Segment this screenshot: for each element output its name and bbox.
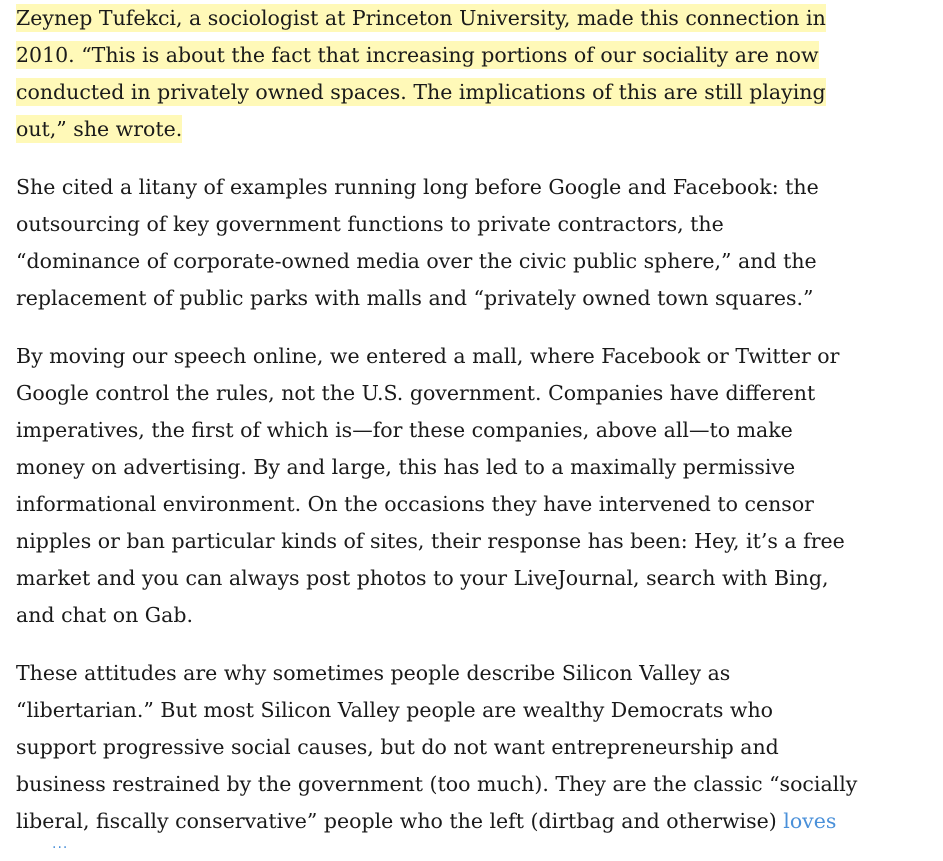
- paragraph-line: [16, 803, 916, 840]
- paragraph-line: imperatives, the first of which is—for these companies, above all—to make: [16, 418, 793, 442]
- paragraph-line: [16, 0, 916, 37]
- truncation-ellipsis: ...: [52, 836, 69, 852]
- highlighted-text: conducted in privately owned spaces. The implications of this are still playing: [16, 80, 826, 104]
- paragraph-line: informational environment. On the occasions they have intervened to censor: [16, 492, 814, 516]
- loves-link[interactable]: loves: [783, 809, 837, 833]
- paragraph-line: [16, 37, 916, 74]
- paragraph-line: “dominance of corporate-owned media over the civic public sphere,” and the: [16, 249, 817, 273]
- highlighted-text: out,” she wrote.: [16, 117, 183, 141]
- paragraph-attitudes: [16, 655, 916, 840]
- paragraph-line: replacement of public parks with malls and “privately owned town squares.”: [16, 286, 814, 310]
- paragraph-line: support progressive social causes, but do not want entrepreneurship and: [16, 735, 779, 759]
- paragraph-line: She cited a litany of examples running long before Google and Facebook: the: [16, 175, 819, 199]
- paragraph-line: business restrained by the government (too much). They are the classic “socially: [16, 772, 858, 796]
- paragraph-line: By moving our speech online, we entered a mall, where Facebook or Twitter or: [16, 344, 840, 368]
- highlighted-text: Zeynep Tufekci, a sociologist at Princeton University, made this connection in: [16, 6, 826, 30]
- highlighted-text: 2010. “This is about the fact that increasing portions of our sociality are now: [16, 43, 819, 67]
- paragraph-highlighted-quote: [16, 0, 916, 148]
- paragraph-line: outsourcing of key government functions to private contractors, the: [16, 212, 724, 236]
- article-body: [16, 0, 916, 861]
- paragraph-line: Google control the rules, not the U.S. government. Companies have different: [16, 381, 816, 405]
- paragraph-line: and chat on Gab.: [16, 603, 194, 627]
- paragraph-line: [16, 74, 916, 111]
- paragraph-line: market and you can always post photos to your LiveJournal, search with Bing,: [16, 566, 829, 590]
- paragraph-mall: [16, 338, 916, 634]
- paragraph-line: These attitudes are why sometimes people describe Silicon Valley as: [16, 661, 731, 685]
- paragraph-line: [16, 111, 916, 148]
- paragraph-line: money on advertising. By and large, this has led to a maximally permissive: [16, 455, 796, 479]
- paragraph-litany: [16, 169, 916, 317]
- paragraph-line: nipples or ban particular kinds of sites, their response has been: Hey, it’s a free: [16, 529, 845, 553]
- paragraph-line: “libertarian.” But most Silicon Valley people are wealthy Democrats who: [16, 698, 774, 722]
- paragraph-line-text: liberal, fiscally conservative” people who the left (dirtbag and otherwise): [16, 809, 784, 833]
